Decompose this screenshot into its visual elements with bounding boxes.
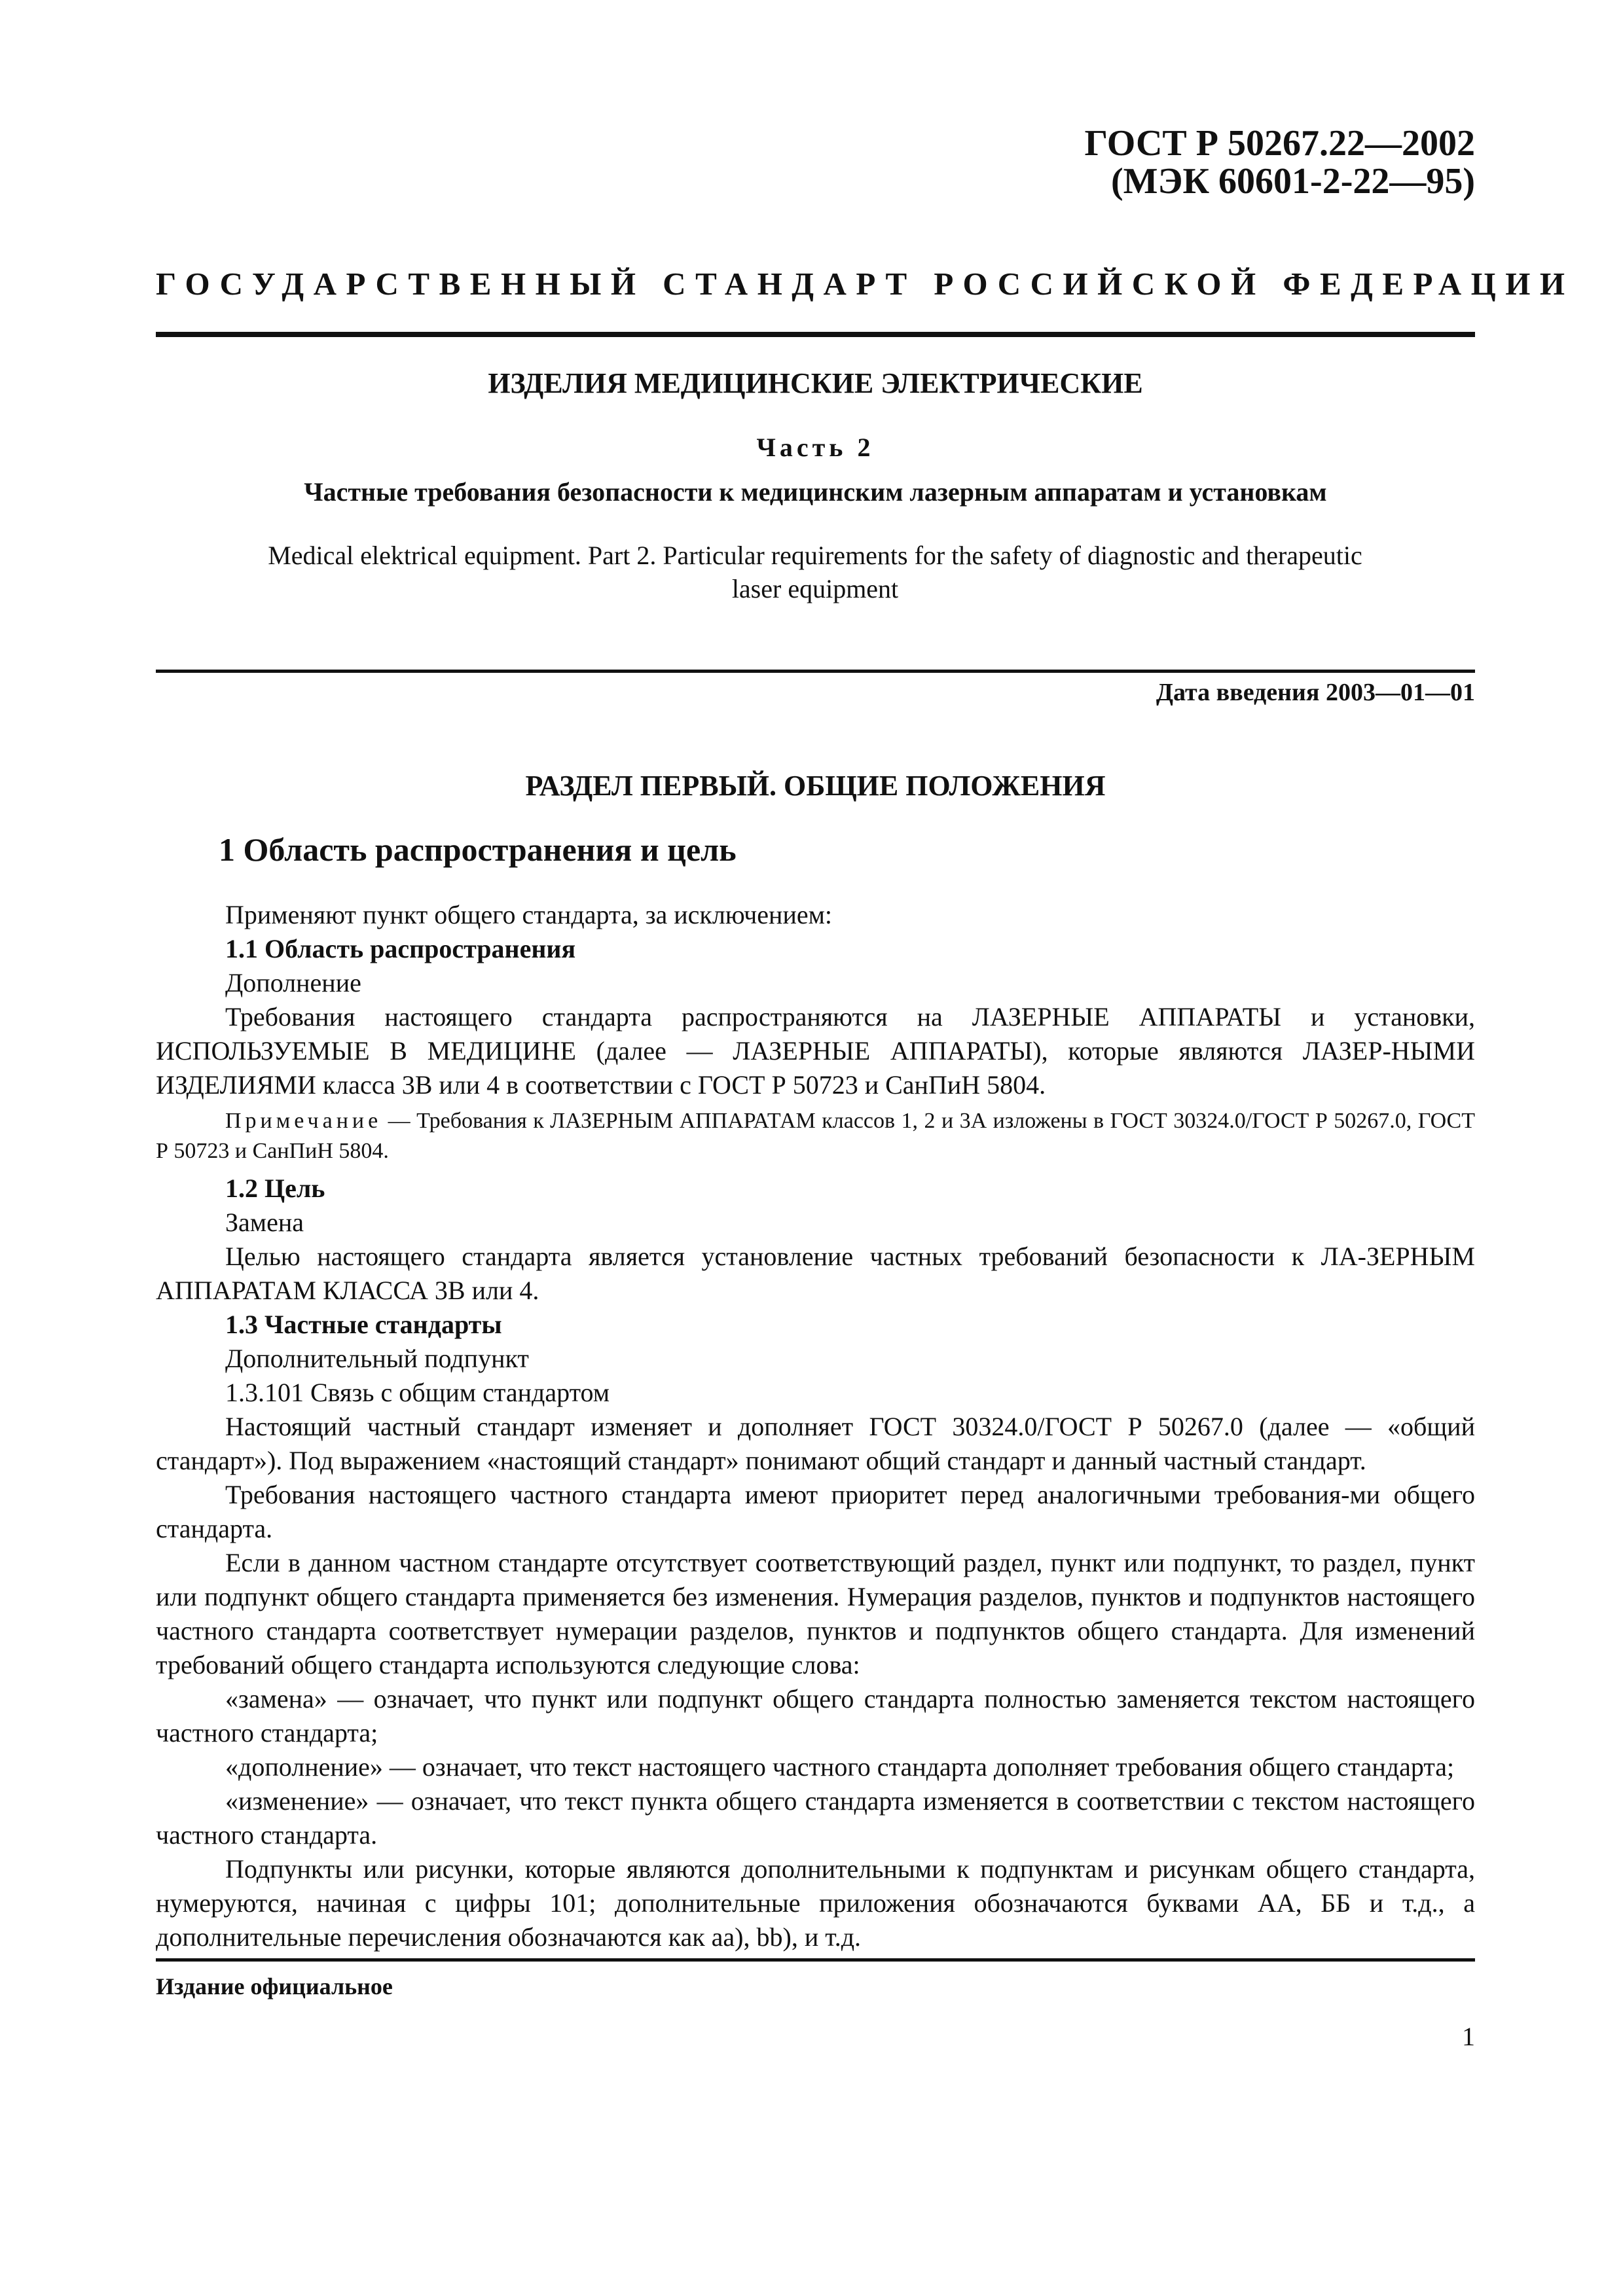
- heading-1-2: 1.2 Цель: [225, 1174, 325, 1203]
- paragraph-apply: Применяют пункт общего стандарта, за исключением:: [225, 900, 833, 929]
- page-number: 1: [1462, 2022, 1475, 2051]
- paragraph-scope: Требования настоящего стандарта распространяются на ЛАЗЕРНЫЕ АППАРАТЫ и установки, ИСПОЛЬЗУЕМЫЕ В МЕДИЦИНЕ (далее — ЛАЗЕРНЫЕ АППАРАТЫ), которые являются ЛАЗЕР-НЫМИ ИЗДЕЛИЯМИ класса 3В или 4 в соответствии с ГОСТ Р 50723 и СанПиН 5804.: [156, 1002, 1475, 1100]
- document-subtitle: Частные требования безопасности к медицинским лазерным аппаратам и установкам: [304, 477, 1327, 507]
- paragraph-zamena: «замена» — означает, что пункт или подпункт общего стандарта полностью заменяется текстом настоящего частного стандарта;: [156, 1684, 1475, 1748]
- title-rule: [156, 670, 1475, 673]
- standard-designation: [886, 124, 1475, 200]
- paragraph-dopolnenie: «дополнение» — означает, что текст настоящего частного стандарта дополняет требования общего стандарта;: [225, 1752, 1455, 1782]
- state-standard-heading: ГОСУДАРСТВЕННЫЙ СТАНДАРТ РОССИЙСКОЙ ФЕДЕРАЦИИ: [156, 266, 1575, 302]
- header-rule: [156, 332, 1475, 337]
- english-title: [196, 539, 1434, 605]
- document-title: ИЗДЕЛИЯ МЕДИЦИНСКИЕ ЭЛЕКТРИЧЕСКИЕ: [488, 367, 1143, 399]
- paragraph-additional-subclause: Дополнительный подпункт: [225, 1344, 529, 1373]
- paragraph-numbering: Подпункты или рисунки, которые являются дополнительными к подпунктам и рисункам общего стандарта, нумеруются, начиная с цифры 101; дополнительные приложения обозначаются буквами АА, ББ и т.д., а дополнительные перечисления обозначаются как аа), bb), и т.д.: [156, 1854, 1475, 1952]
- paragraph-addition: Дополнение: [225, 968, 361, 997]
- paragraph-izmenenie: «изменение» — означает, что текст пункта общего стандарта изменяется в соответствии с текстом настоящего частного стандарта.: [156, 1786, 1475, 1850]
- heading-1-3: 1.3 Частные стандарты: [225, 1310, 502, 1339]
- introduction-date: Дата введения 2003—01—01: [1156, 679, 1475, 706]
- gost-number: ГОСТ Р 50267.22—2002: [1084, 123, 1475, 164]
- note-text: — Требования к ЛАЗЕРНЫМ АППАРАТАМ классов 1, 2 и 3А изложены в ГОСТ 30324.0/ГОСТ Р 50267.0, ГОСТ Р 50723 и СанПиН 5804.: [156, 1109, 1475, 1163]
- paragraph-absent: Если в данном частном стандарте отсутствует соответствующий раздел, пункт или подпункт, то раздел, пункт или подпункт общего стандарта применяется без изменения. Нумерация разделов, пунктов и подпунктов настоящего частного стандарта соответствует нумерации разделов, пунктов и подпунктов общего стандарта. Для изменений требований общего стандарта используются следующие слова:: [156, 1548, 1475, 1679]
- heading-1-1: 1.1 Область распространения: [225, 934, 576, 963]
- section-title: РАЗДЕЛ ПЕРВЫЙ. ОБЩИЕ ПОЛОЖЕНИЯ: [525, 770, 1106, 802]
- paragraph-relation: Настоящий частный стандарт изменяет и дополняет ГОСТ 30324.0/ГОСТ Р 50267.0 (далее — «общий стандарт»). Под выражением «настоящий стандарт» понимают общий стандарт и данный частный стандарт.: [156, 1412, 1475, 1475]
- paragraph-replacement: Замена: [225, 1208, 304, 1237]
- document-body: [156, 898, 1475, 1954]
- iec-number: (МЭК 60601-2-22—95): [1110, 161, 1475, 202]
- part-label: Часть 2: [756, 433, 875, 462]
- clause-1-heading: 1 Область распространения и цель: [219, 831, 737, 868]
- paragraph-1-3-101: 1.3.101 Связь с общим стандартом: [225, 1378, 610, 1407]
- footer-rule: [156, 1958, 1475, 1962]
- note-label: Примечание: [225, 1109, 382, 1133]
- official-edition-label: Издание официальное: [156, 1973, 393, 2000]
- paragraph-goal: Целью настоящего стандарта является установление частных требований безопасности к ЛА-ЗЕРНЫМ АППАРАТАМ КЛАССА 3В или 4.: [156, 1242, 1475, 1305]
- paragraph-priority: Требования настоящего частного стандарта имеют приоритет перед аналогичными требования-ми общего стандарта.: [156, 1480, 1475, 1543]
- note-paragraph: [156, 1106, 1475, 1166]
- english-title-line1: Medical elektrical equipment. Part 2. Particular requirements for the safety of diagnostic and therapeutic: [268, 541, 1362, 570]
- english-title-line2: laser equipment: [731, 574, 899, 603]
